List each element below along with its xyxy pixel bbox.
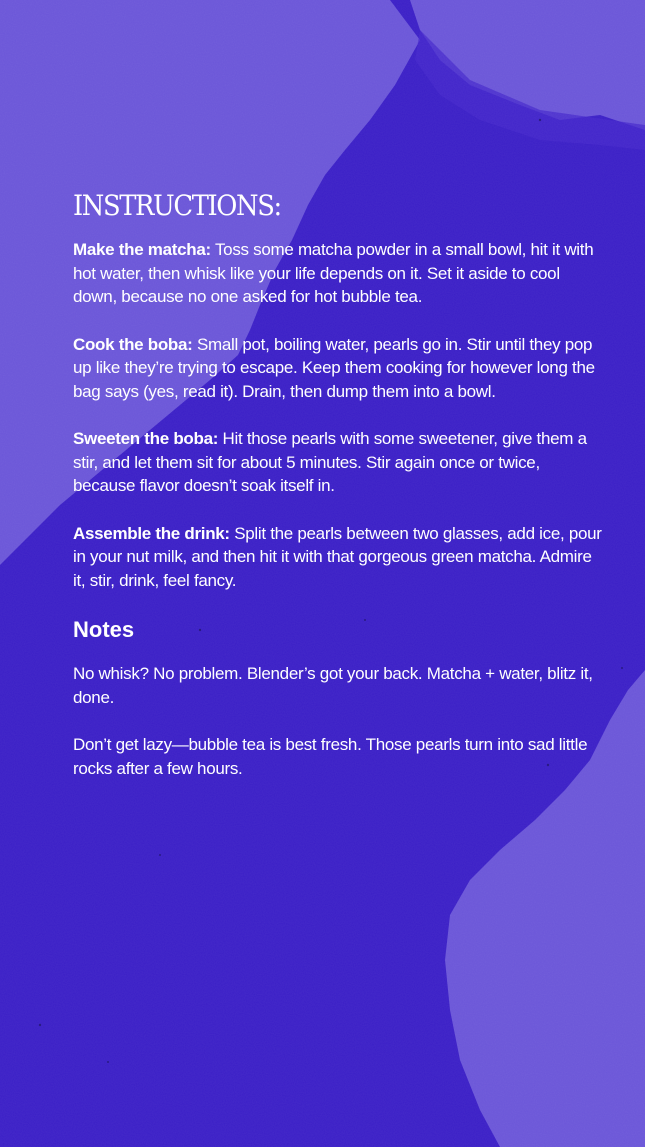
step-text: Toss some matcha powder in a small bowl, hit it with hot water, then whisk like your life depends on it. Set it aside to cool down, because no one asked for hot bubble tea. [73,240,594,306]
note-item: Don’t get lazy—bubble tea is best fresh. Those pearls turn into sad little rocks after a few hours. [73,735,588,778]
step-cook-boba [73,333,603,404]
step-text: Hit those pearls with some sweetener, give them a stir, and let them sit for about 5 minutes. Stir again once or twice, because flavor doesn’t soak itself in. [73,429,587,495]
step-text: Small pot, boiling water, pearls go in. Stir until they pop up like they’re trying to escape. Keep them cooking for however long the bag says (yes, read it). Drain, then dump them into a bowl. [73,334,595,401]
step-assemble-drink [73,522,603,593]
step-text: Split the pearls between two glasses, add ice, pour in your nut milk, and then hit it with that gorgeous green matcha. Admire it, stir, drink, feel fancy. [73,523,602,590]
note-item: No whisk? No problem. Blender’s got your back. Matcha + water, blitz it, done. [73,664,593,707]
instructions-content [73,190,603,804]
step-label: Assemble the drink: [73,523,230,543]
notes-heading: Notes [73,617,135,642]
step-label: Sweeten the boba: [73,429,219,448]
step-label: Cook the boba: [73,334,193,354]
step-label: Make the matcha: [73,240,211,259]
step-make-matcha [73,238,603,309]
instructions-heading: INSTRUCTIONS: [73,189,281,222]
step-sweeten-boba [73,427,603,498]
